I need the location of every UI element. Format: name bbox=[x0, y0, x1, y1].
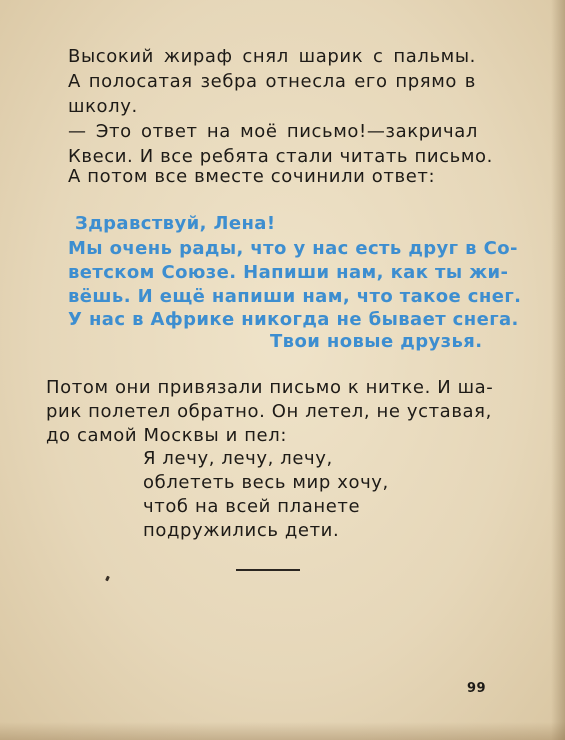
section-divider bbox=[236, 569, 300, 571]
letter-greeting: Здравствуй, Лена! bbox=[75, 213, 276, 234]
text-line: рик полетел обратно. Он летел, не уставая, bbox=[46, 401, 492, 422]
verse-line: облететь весь мир хочу, bbox=[143, 472, 389, 493]
text-line: Высокий жираф снял шарик с пальмы. bbox=[68, 46, 476, 67]
text-line: А потом все вместе сочинили ответ: bbox=[68, 166, 436, 187]
letter-signature: Твои новые друзья. bbox=[270, 331, 483, 352]
ink-speck bbox=[105, 576, 110, 582]
page-bottom-shadow bbox=[0, 722, 565, 740]
letter-line: ветском Союзе. Напиши нам, как ты жи- bbox=[68, 262, 509, 283]
letter-line: У нас в Африке никогда не бывает снега. bbox=[68, 309, 519, 330]
text-line: Потом они привязали письмо к нитке. И ша- bbox=[46, 377, 494, 398]
letter-line: Мы очень рады, что у нас есть друг в Со- bbox=[68, 238, 518, 259]
letter-line: вёшь. И ещё напиши нам, что такое снег. bbox=[68, 286, 522, 307]
verse-line: чтоб на всей планете bbox=[143, 496, 361, 517]
text-line: школу. bbox=[68, 96, 138, 117]
verse-line: Я лечу, лечу, лечу, bbox=[143, 448, 333, 469]
text-line: Квеси. И все ребята стали читать письмо. bbox=[68, 146, 493, 167]
verse-line: подружились дети. bbox=[143, 520, 340, 541]
page-edge-shadow bbox=[551, 0, 565, 740]
text-line: А полосатая зебра отнесла его прямо в bbox=[68, 71, 476, 92]
page-number: 99 bbox=[467, 681, 487, 696]
text-line: — Это ответ на моё письмо!—закричал bbox=[68, 121, 478, 142]
text-line: до самой Москвы и пел: bbox=[46, 425, 288, 446]
